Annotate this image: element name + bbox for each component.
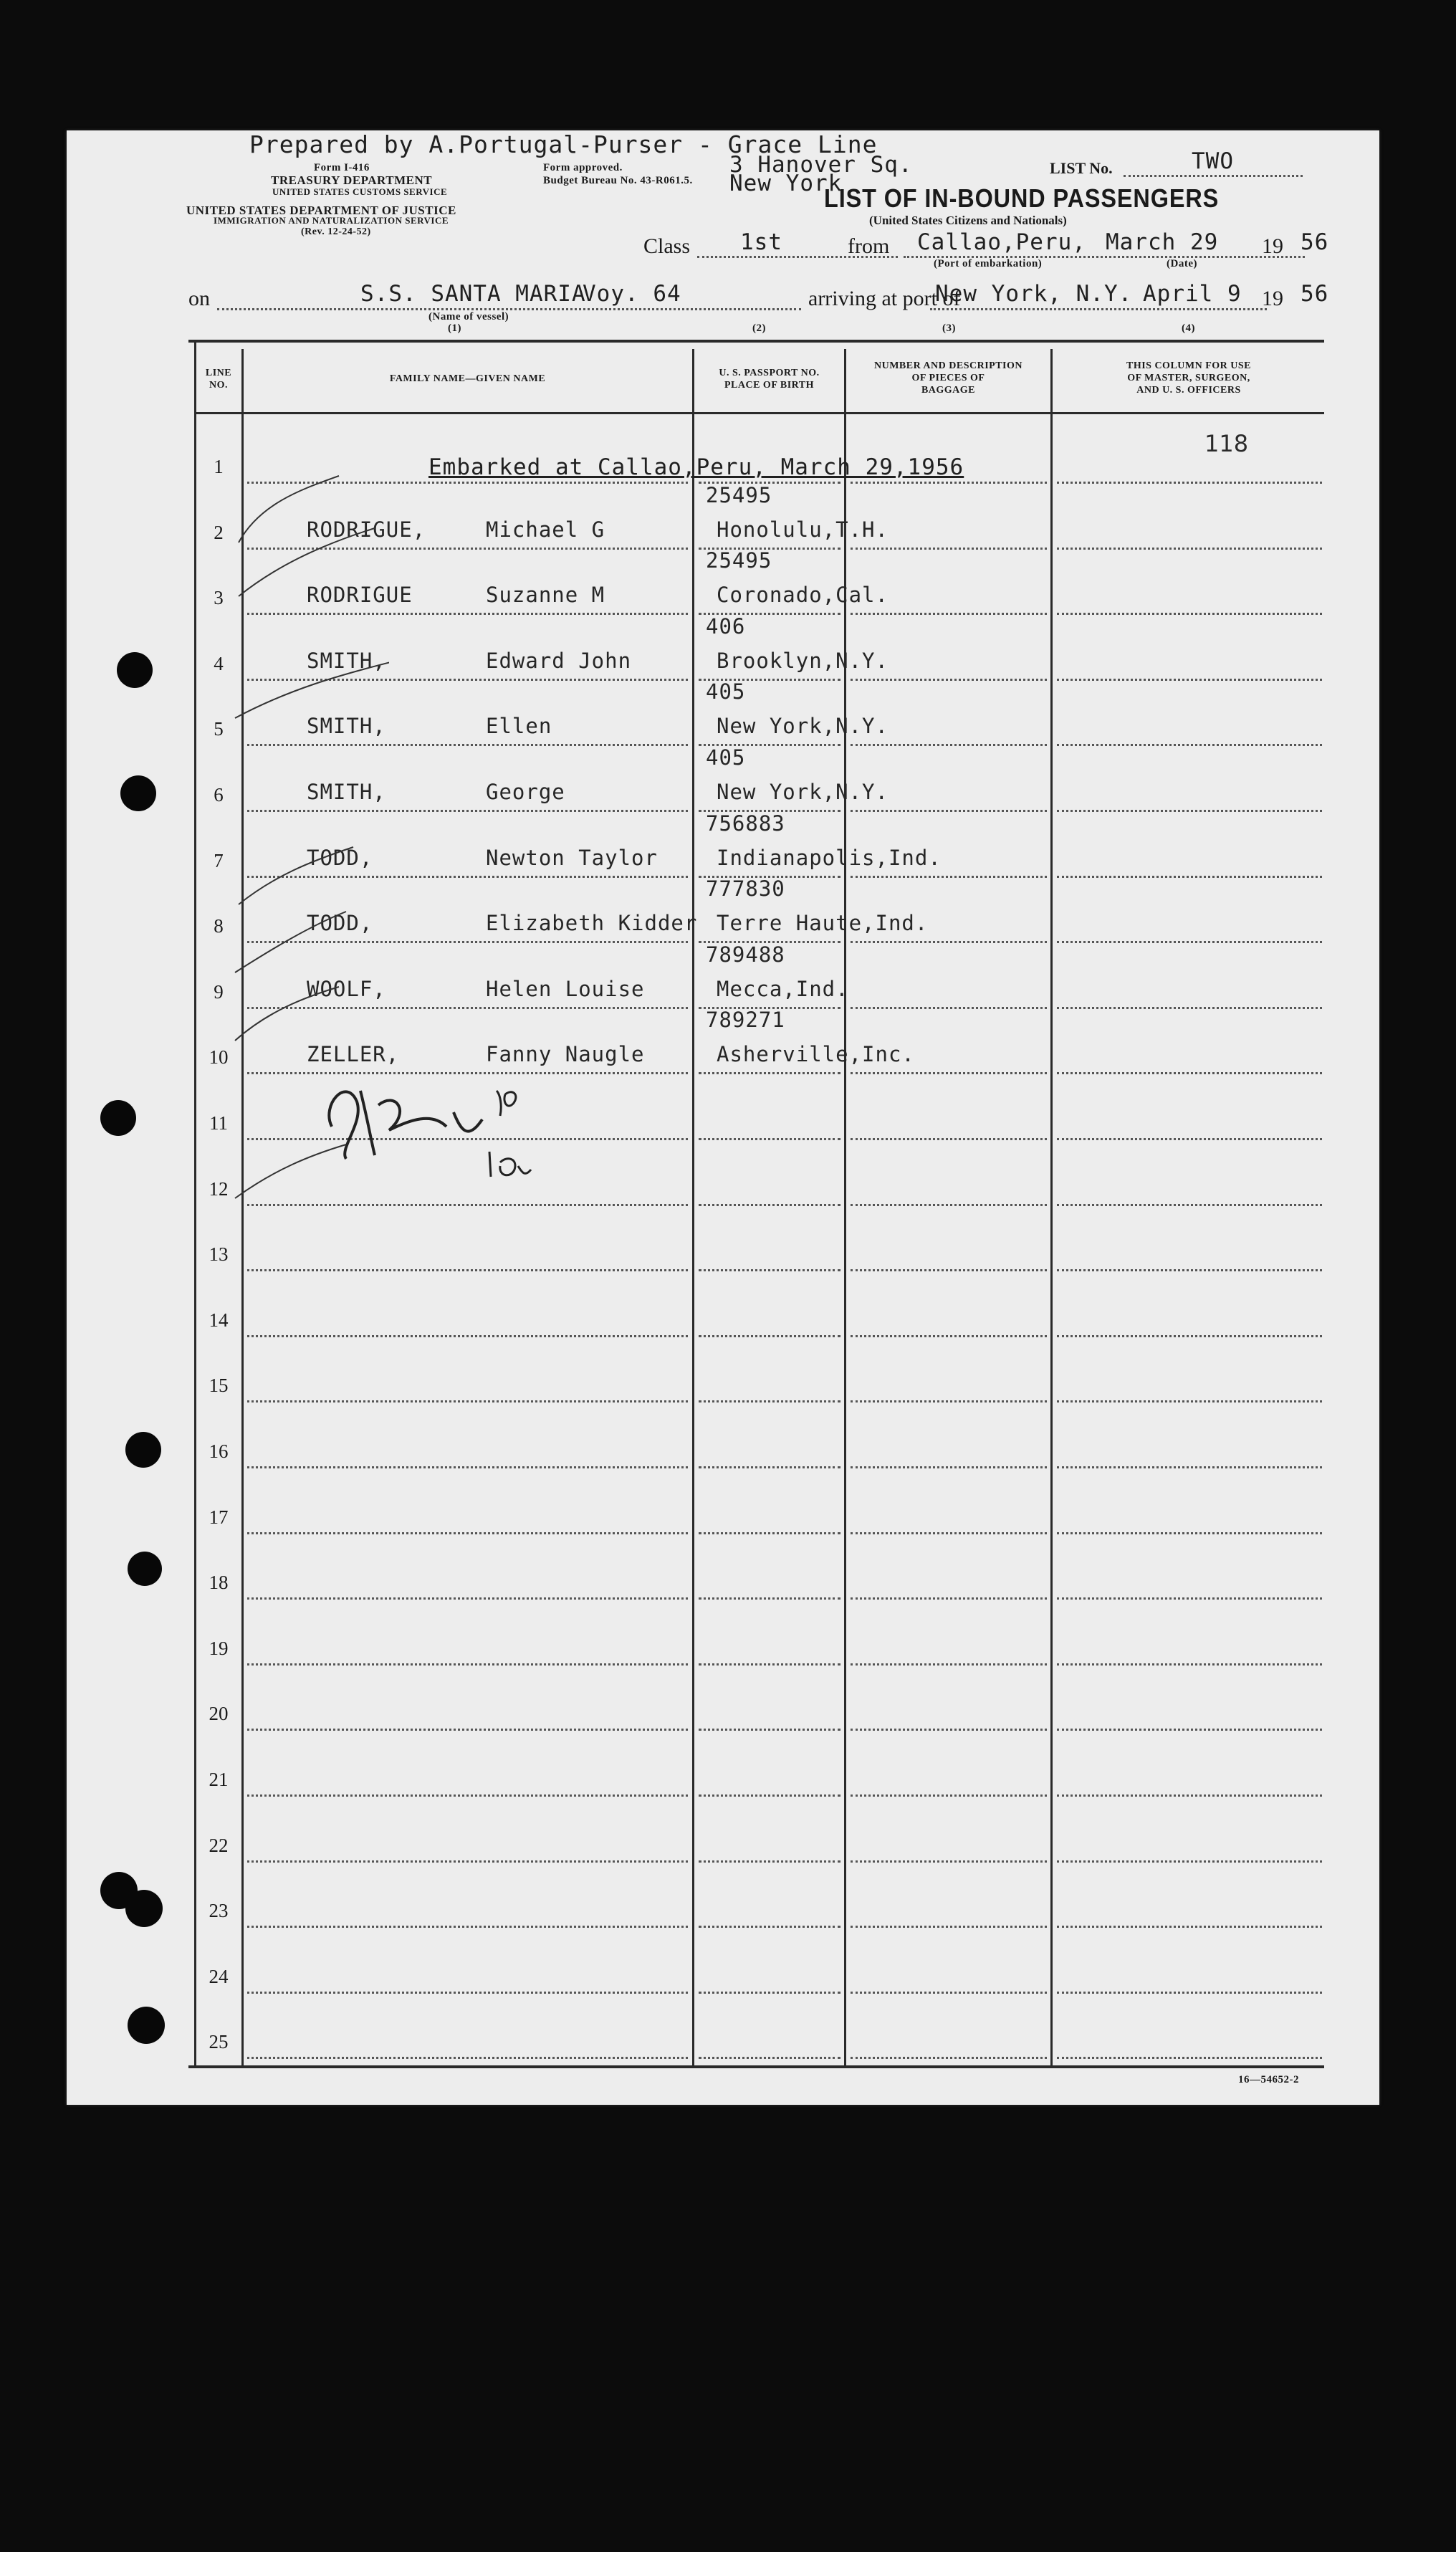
row-dotted-line (851, 1794, 1047, 1797)
arrival-port: New York, N.Y. (935, 281, 1133, 307)
row-dotted-line (1057, 482, 1322, 484)
arrival-year-prefix: 19 (1262, 287, 1283, 310)
table-top-border (188, 340, 1324, 343)
list-no-dots (1124, 175, 1303, 177)
line-number: 11 (209, 1112, 228, 1134)
place-of-birth: Brooklyn,N.Y. (717, 648, 889, 673)
row-dotted-line (1057, 1204, 1322, 1206)
row-dotted-line (247, 1926, 688, 1928)
place-of-birth: Mecca,Ind. (717, 976, 849, 1001)
given-name: Fanny Naugle (486, 1042, 645, 1067)
passport-number: 406 (706, 613, 746, 639)
row-dotted-line (247, 1597, 688, 1600)
row-dotted-line (851, 1072, 1047, 1074)
given-name: George (486, 780, 565, 804)
row-dotted-line (851, 1992, 1047, 1994)
address-line-1: 3 Hanover Sq. (729, 152, 913, 178)
row-dotted-line (1057, 1992, 1322, 1994)
line-number: 7 (214, 849, 224, 871)
row-dotted-line (851, 941, 1047, 943)
row-dotted-line (851, 1335, 1047, 1337)
line-number: 10 (209, 1046, 229, 1069)
arriving-label: arriving at port of (808, 287, 961, 310)
row-dotted-line (699, 1269, 840, 1271)
row-dotted-line (247, 1532, 688, 1534)
row-dotted-line (699, 1663, 840, 1666)
caption-2: (2) (752, 322, 766, 334)
place-of-birth: New York,N.Y. (717, 780, 889, 804)
binder-hole (125, 1432, 161, 1468)
row-dotted-line (247, 2057, 688, 2059)
row-dotted-line (1057, 1335, 1322, 1337)
column-header-name: FAMILY NAME—GIVEN NAME (389, 373, 546, 384)
date-caption: (Date) (1167, 258, 1197, 269)
row-dotted-line (1057, 1663, 1322, 1666)
line-number: 23 (209, 1900, 229, 1922)
class-label: Class (643, 234, 691, 258)
place-of-birth: Terre Haute,Ind. (717, 911, 929, 936)
passport-number: 25495 (706, 482, 772, 507)
binder-hole (100, 1100, 136, 1136)
row-dotted-line (851, 1729, 1047, 1731)
vessel-name: S.S. SANTA MARIA (360, 281, 586, 307)
arrival-year: 56 (1301, 281, 1329, 307)
column-header-baggage: NUMBER AND DESCRIPTION OF PIECES OF BAGGAGE (873, 360, 1023, 396)
row-dotted-line (1057, 810, 1322, 812)
given-name: Helen Louise (486, 976, 645, 1001)
place-of-birth: Honolulu,T.H. (717, 517, 889, 542)
row-dotted-line (247, 1663, 688, 1666)
row-dotted-line (247, 1729, 688, 1731)
passport-number: 405 (706, 745, 746, 770)
row-dotted-line (699, 1072, 840, 1074)
row-dotted-line (1057, 1926, 1322, 1928)
line-number: 12 (209, 1177, 229, 1200)
row-dotted-line (699, 1597, 840, 1600)
row-dotted-line (699, 2057, 840, 2059)
row-dotted-line (247, 1992, 688, 1994)
form-subtitle: (United States Citizens and Nationals) (869, 214, 1067, 227)
row-dotted-line (851, 810, 1047, 812)
column-header-officers: THIS COLUMN FOR USE OF MASTER, SURGEON, AND U. S. OFFICERS (1126, 360, 1252, 396)
binder-hole (117, 652, 153, 688)
place-of-birth: New York,N.Y. (717, 714, 889, 739)
row-dotted-line (1057, 1729, 1322, 1731)
passport-number: 756883 (706, 811, 785, 836)
family-name: RODRIGUE (307, 583, 413, 608)
row-dotted-line (1057, 679, 1322, 681)
class-value: 1st (740, 229, 782, 255)
caption-4: (4) (1182, 322, 1195, 334)
address-line-2: New York (729, 171, 843, 196)
family-name: ZELLER, (307, 1042, 400, 1067)
passport-number: 405 (706, 679, 746, 704)
customs-service: UNITED STATES CUSTOMS SERVICE (272, 186, 448, 197)
column-header-line-no: LINE NO. (205, 368, 232, 391)
caption-3: (3) (942, 322, 956, 334)
row-dotted-line (247, 1860, 688, 1863)
row-dotted-line (851, 679, 1047, 681)
row-dotted-line (1057, 1597, 1322, 1600)
line-number: 5 (214, 718, 224, 740)
family-name: RODRIGUE, (307, 517, 426, 542)
line-number: 6 (214, 784, 224, 806)
treasury-department: TREASURY DEPARTMENT (271, 173, 433, 187)
row-dotted-line (851, 1597, 1047, 1600)
given-name: Ellen (486, 714, 552, 739)
row-dotted-line (851, 1926, 1047, 1928)
row-dotted-line (851, 1007, 1047, 1009)
from-label: from (848, 234, 890, 258)
row-dotted-line (1057, 1072, 1322, 1074)
line-number: 9 (214, 980, 224, 1003)
line-number: 13 (209, 1243, 229, 1266)
row-dotted-line (1057, 1400, 1322, 1402)
row-dotted-line (247, 1466, 688, 1468)
given-name: Edward John (486, 648, 632, 673)
table-left-border (194, 340, 196, 2067)
row-dotted-line (851, 1400, 1047, 1402)
line-number: 14 (209, 1309, 229, 1331)
line-number: 3 (214, 587, 224, 609)
line-number: 17 (209, 1506, 229, 1528)
revision-date: (Rev. 12-24-52) (301, 226, 371, 237)
row-dotted-line (851, 1204, 1047, 1206)
port-of-embarkation: Callao,Peru, (917, 229, 1086, 255)
row-dotted-line (851, 1466, 1047, 1468)
passport-number: 789488 (706, 942, 785, 967)
row-dotted-line (851, 613, 1047, 615)
row-dotted-line (699, 1138, 840, 1140)
caption-1: (1) (448, 322, 461, 334)
family-name: WOOLF, (307, 976, 386, 1001)
binder-hole (120, 775, 156, 811)
row-dotted-line (851, 1532, 1047, 1534)
row-dotted-line (1057, 1269, 1322, 1271)
place-of-birth: Indianapolis,Ind. (717, 845, 942, 870)
arrival-date: April 9 (1143, 281, 1242, 307)
family-name: TODD, (307, 845, 373, 870)
row-dotted-line (1057, 548, 1322, 550)
embark-date: March 29 (1106, 229, 1219, 255)
line-number: 25 (209, 2031, 229, 2053)
row-dotted-line (699, 1466, 840, 1468)
place-of-birth: Coronado,Cal. (717, 583, 889, 608)
row-dotted-line (699, 1204, 840, 1206)
baggage-divider (1050, 349, 1053, 2065)
row-dotted-line (699, 1794, 840, 1797)
row-dotted-line (699, 1335, 840, 1337)
voyage-number: Voy. 64 (583, 281, 681, 307)
arrival-dots (930, 308, 1267, 310)
binder-hole (125, 1890, 163, 1927)
given-name: Michael G (486, 517, 605, 542)
passenger-manifest-page (67, 130, 1379, 2105)
line-number: 20 (209, 1703, 229, 1725)
passport-number: 789271 (706, 1008, 785, 1033)
column-header-passport: U. S. PASSPORT NO. PLACE OF BIRTH (719, 368, 820, 391)
row-dotted-line (699, 1400, 840, 1402)
passport-number: 25495 (706, 548, 772, 573)
list-no-value: TWO (1192, 148, 1234, 174)
row-dotted-line (699, 1926, 840, 1928)
row-dotted-line (851, 1269, 1047, 1271)
row-dotted-line (699, 1729, 840, 1731)
on-label: on (188, 287, 210, 310)
row-dotted-line (699, 1992, 840, 1994)
given-name: Elizabeth Kidder (486, 911, 698, 936)
row-dotted-line (699, 1860, 840, 1863)
embarked-note: Embarked at Callao,Peru, March 29,1956 (428, 454, 964, 480)
row-dotted-line (1057, 1007, 1322, 1009)
row-dotted-line (1057, 1466, 1322, 1468)
department-of-justice: UNITED STATES DEPARTMENT OF JUSTICE (186, 204, 456, 217)
binder-hole (128, 2007, 165, 2044)
row-dotted-line (1057, 744, 1322, 746)
row-dotted-line (1057, 1532, 1322, 1534)
row-dotted-line (1057, 1860, 1322, 1863)
row-dotted-line (247, 1400, 688, 1402)
form-approved: Form approved. (543, 162, 623, 173)
table-header-border (196, 412, 1324, 414)
row-dotted-line (1057, 876, 1322, 878)
form-footer-code: 16—54652-2 (1238, 2074, 1299, 2085)
place-of-birth: Asherville,Inc. (717, 1042, 915, 1067)
binder-hole (128, 1552, 162, 1586)
row-dotted-line (851, 1138, 1047, 1140)
line-number: 4 (214, 652, 224, 674)
passport-number: 777830 (706, 876, 785, 902)
list-no-label: LIST No. (1050, 159, 1113, 177)
tally-marks (231, 446, 389, 1234)
family-name: TODD, (307, 911, 373, 936)
vessel-caption: (Name of vessel) (428, 311, 509, 322)
immigration-service: IMMIGRATION AND NATURALIZATION SERVICE (214, 215, 449, 226)
given-name: Newton Taylor (486, 845, 658, 870)
form-number: Form I-416 (314, 162, 370, 173)
row-dotted-line (1057, 941, 1322, 943)
form-title: LIST OF IN-BOUND PASSENGERS (824, 183, 1220, 213)
family-name: SMITH, (307, 714, 386, 739)
row-dotted-line (851, 876, 1047, 878)
line-number: 18 (209, 1572, 229, 1594)
row-dotted-line (247, 1794, 688, 1797)
table-bottom-border (188, 2065, 1324, 2068)
row-dotted-line (851, 1663, 1047, 1666)
row-dotted-line (1057, 613, 1322, 615)
row-dotted-line (247, 1335, 688, 1337)
line-number: 21 (209, 1769, 229, 1790)
row-dotted-line (1057, 1138, 1322, 1140)
port-caption: (Port of embarkation) (934, 258, 1043, 269)
row-dotted-line (1057, 1794, 1322, 1797)
line-number: 1 (214, 456, 224, 477)
line-number: 15 (209, 1375, 229, 1397)
given-name: Suzanne M (486, 583, 605, 608)
row-dotted-line (851, 2057, 1047, 2059)
line-number: 2 (214, 521, 224, 543)
line-number: 22 (209, 1834, 229, 1856)
prepared-by-line: Prepared by A.Portugal-Purser - Grace Line (249, 130, 878, 158)
line-number: 8 (214, 915, 224, 937)
name-divider (692, 349, 694, 2065)
row-dotted-line (851, 548, 1047, 550)
embark-year: 56 (1301, 229, 1329, 255)
family-name: SMITH, (307, 780, 386, 804)
row-dotted-line (851, 744, 1047, 746)
officer-note: 118 (1204, 430, 1249, 457)
row-dotted-line (851, 482, 1047, 484)
vessel-dots (217, 308, 801, 310)
line-number: 19 (209, 1637, 229, 1659)
budget-bureau: Budget Bureau No. 43-R061.5. (543, 175, 693, 186)
line-number: 24 (209, 1965, 229, 1987)
embark-year-prefix: 19 (1262, 234, 1283, 258)
row-dotted-line (851, 1860, 1047, 1863)
row-dotted-line (247, 1269, 688, 1271)
family-name: SMITH, (307, 648, 386, 673)
line-number: 16 (209, 1440, 229, 1462)
row-dotted-line (1057, 2057, 1322, 2059)
row-dotted-line (699, 1532, 840, 1534)
